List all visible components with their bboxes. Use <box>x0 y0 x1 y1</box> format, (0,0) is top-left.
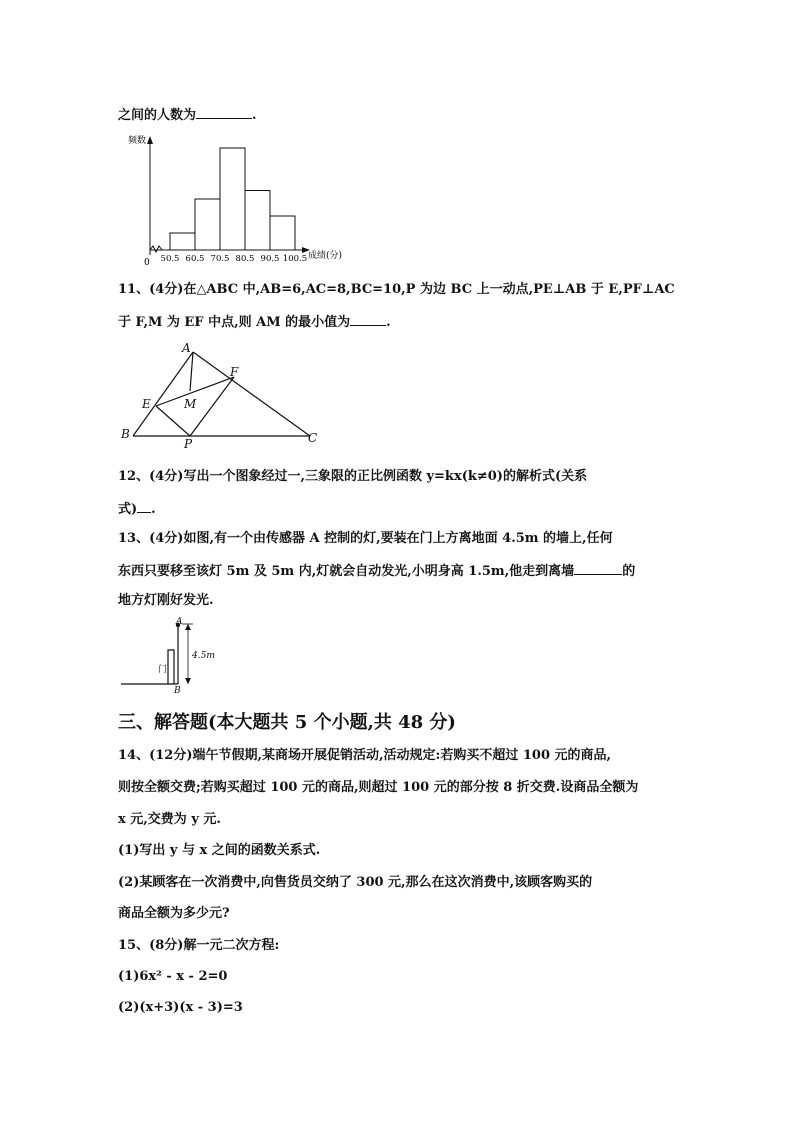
q12-line1: 12、(4分)写出一个图象经过一,三象限的正比例函数 y=kx(k≠0)的解析式(关系 <box>118 469 588 484</box>
height-label: 4.5m <box>192 651 215 661</box>
q11-line2-text: 于 F,M 为 EF 中点,则 AM 的最小值为 <box>118 315 351 330</box>
x-axis-label: 成绩(分) <box>308 251 343 261</box>
x-tick-label: 80.5 <box>235 254 255 264</box>
sensor-light-figure <box>118 616 218 696</box>
label-b: B <box>121 427 130 441</box>
frequency-histogram <box>118 130 358 270</box>
label-p: P <box>184 437 193 450</box>
label-b: B <box>174 686 181 696</box>
label-m: M <box>184 397 197 411</box>
histogram-bar <box>245 191 270 251</box>
histogram-bar <box>220 148 245 250</box>
y-axis-label: 频数 <box>128 136 147 146</box>
q11-line2 <box>118 313 391 331</box>
x-tick-label: 100.5 <box>282 254 308 264</box>
section-heading: 三、解答题(本大题共 5 个小题,共 48 分) <box>118 712 456 733</box>
x-tick-label: 70.5 <box>210 254 230 264</box>
q12-suffix: . <box>151 502 156 517</box>
q11-line1: 11、(4分)在△ABC 中,AB=6,AC=8,BC=10,P 为边 BC 上一动点,PE⊥AB 于 E,PF⊥AC <box>118 282 675 297</box>
arrow-up <box>185 624 191 630</box>
answer-blank <box>350 313 386 326</box>
q15-equation-1: (1)6x² - x - 2=0 <box>118 969 228 984</box>
x-tick-label: 50.5 <box>160 254 180 264</box>
q13-line3: 地方灯刚好发光. <box>118 593 214 608</box>
segment-pf <box>190 377 234 436</box>
histogram-bar <box>170 233 195 250</box>
door-label: 门 <box>158 665 168 675</box>
q10-suffix: . <box>252 108 257 123</box>
label-a: A <box>176 617 183 627</box>
q14-line1: 14、(12分)端午节假期,某商场开展促销活动,活动规定:若购买不超过 100 元的商品, <box>118 748 612 763</box>
q15-line1: 15、(8分)解一元二次方程: <box>118 938 280 953</box>
label-e: E <box>142 397 151 411</box>
q10-line <box>118 106 257 124</box>
q14-line2: 则按全额交费;若购买超过 100 元的商品,则超过 100 元的部分按 8 折交费.设商品全额为 <box>118 780 639 795</box>
origin-label: 0 <box>144 258 150 268</box>
x-tick-label: 60.5 <box>185 254 205 264</box>
q13-suffix: 的 <box>622 564 636 579</box>
q12-line2-text: 式) <box>118 502 138 517</box>
q15-equation-2: (2)(x+3)(x - 3)=3 <box>118 1000 243 1015</box>
triangle-figure <box>118 340 328 450</box>
histogram-bar <box>195 199 220 250</box>
q13-line2-text: 东西只要移至该灯 5m 及 5m 内,灯就会自动发光,小明身高 1.5m,他走到离墙 <box>118 564 575 579</box>
label-a: A <box>182 341 191 355</box>
answer-blank <box>196 106 252 119</box>
arrow-down <box>185 678 191 684</box>
answer-blank <box>574 562 622 575</box>
q11-suffix: . <box>386 315 391 330</box>
q14-part2-line2: 商品全额为多少元? <box>118 906 230 921</box>
side-ac <box>193 352 310 436</box>
q13-line1: 13、(4分)如图,有一个由传感器 A 控制的灯,要装在门上方离地面 4.5m 的墙上,任何 <box>118 531 613 546</box>
histogram-bar <box>270 216 295 250</box>
segment-am <box>190 352 193 391</box>
q14-line3: x 元,交费为 y 元. <box>118 812 221 827</box>
label-c: C <box>308 431 318 445</box>
door-shape <box>168 650 174 684</box>
q13-line2 <box>118 562 635 580</box>
q12-line2 <box>118 500 156 518</box>
q14-part1: (1)写出 y 与 x 之间的函数关系式. <box>118 843 321 858</box>
y-axis <box>147 136 153 255</box>
q14-part2-line1: (2)某顾客在一次消费中,向售货员交纳了 300 元,那么在这次消费中,该顾客购买的 <box>118 875 593 890</box>
q10-text: 之间的人数为 <box>118 108 197 123</box>
label-f: F <box>230 365 239 379</box>
axis-break-mark <box>150 246 168 252</box>
x-tick-label: 90.5 <box>260 254 280 264</box>
answer-blank <box>137 500 151 513</box>
